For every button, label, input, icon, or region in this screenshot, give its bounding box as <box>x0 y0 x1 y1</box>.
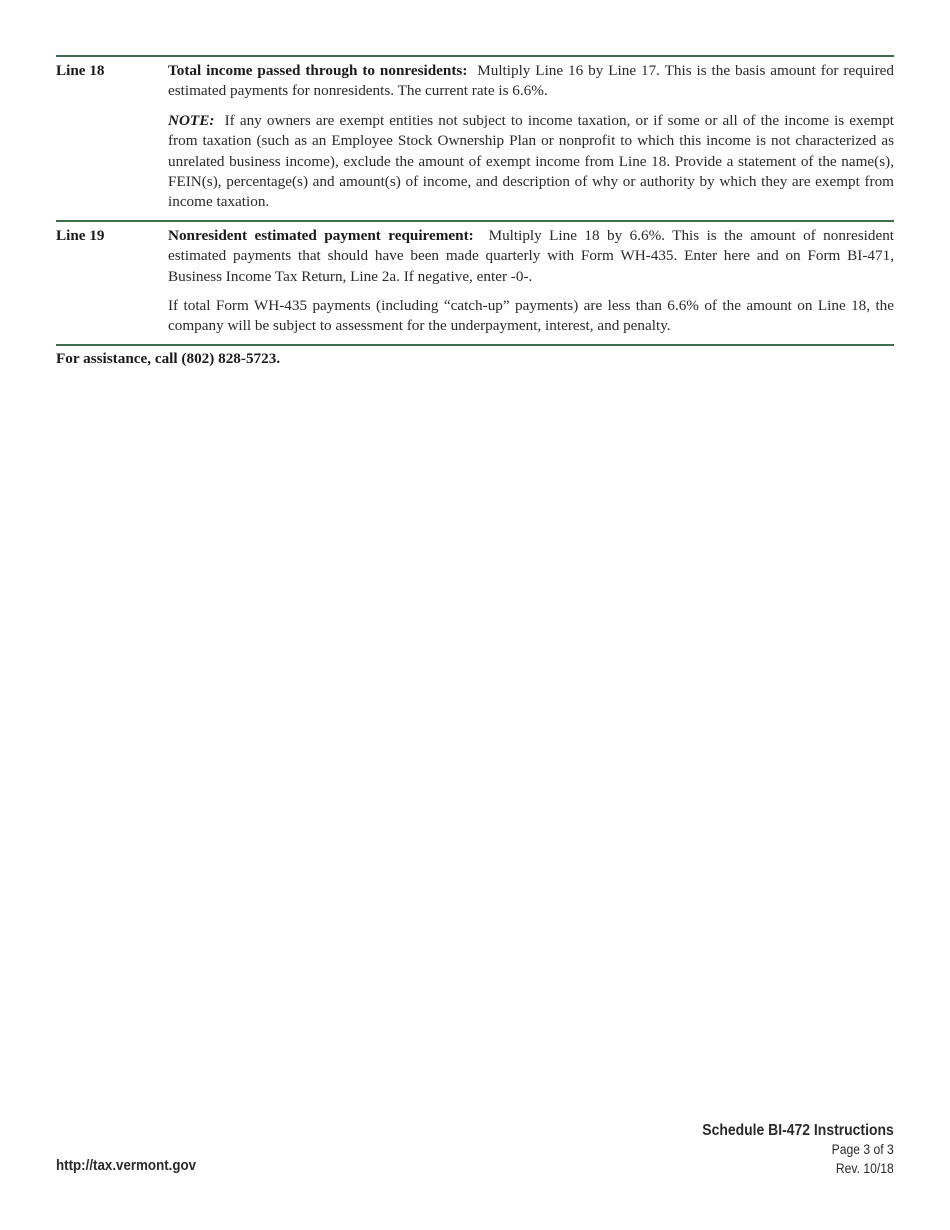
underpayment-paragraph <box>168 296 894 337</box>
line-19-heading: Nonresident estimated payment requirement: <box>168 226 474 244</box>
line-18-paragraph <box>168 61 894 102</box>
line-19-body <box>168 226 894 344</box>
note-heading: NOTE: <box>168 111 215 129</box>
section-divider <box>56 344 894 346</box>
footer-page-number: Page 3 of 3 <box>831 1142 894 1157</box>
line-19-paragraph <box>168 226 894 287</box>
line-19-text: Multiply Line 18 by 6.6%. This is the amount of nonresident estimated payments that should have been made quarterly with Form WH-435. Enter here and on Form BI-471, Business Income Tax Return, Line 2a. If negative, enter -0-. <box>168 226 895 285</box>
note-text: If any owners are exempt entities not subject to income taxation, or if some or all of the income is exempt from taxation (such as an Employee Stock Ownership Plan or nonprofit to which this income is not characterized as unrelated business income), exclude the amount of exempt income from Line 18. Provide a statement of the name(s), FEIN(s), percentage(s) and amount(s) of income, and description of why or authority by which they are exempt from income taxation. <box>168 111 895 211</box>
instructions-content <box>56 55 894 369</box>
note-paragraph <box>168 111 894 213</box>
footer-info <box>681 1121 894 1178</box>
line-19-label: Line 19 <box>56 226 105 244</box>
line-18-entry <box>56 57 894 220</box>
line-18-text: Multiply Line 16 by Line 17. This is the basis amount for required estimated payments for nonresidents. The current rate is 6.6%. <box>168 62 894 100</box>
underpayment-text: If total Form WH-435 payments (including “catch-up” payments) are less than 6.6% of the amount on Line 18, the company will be subject to assessment for the underpayment, interest, and penalty. <box>168 297 894 335</box>
line-19-entry <box>56 222 894 344</box>
line-18-body <box>168 61 894 220</box>
footer-url: http://tax.vermont.gov <box>56 1158 197 1174</box>
line-18-heading: Total income passed through to nonresidents: <box>168 62 468 79</box>
footer-title: Schedule BI-472 Instructions <box>702 1122 894 1139</box>
footer-revision: Rev. 10/18 <box>836 1160 894 1176</box>
line-18-label: Line 18 <box>56 62 105 79</box>
assistance-phone: For assistance, call (802) 828-5723. <box>56 349 281 367</box>
